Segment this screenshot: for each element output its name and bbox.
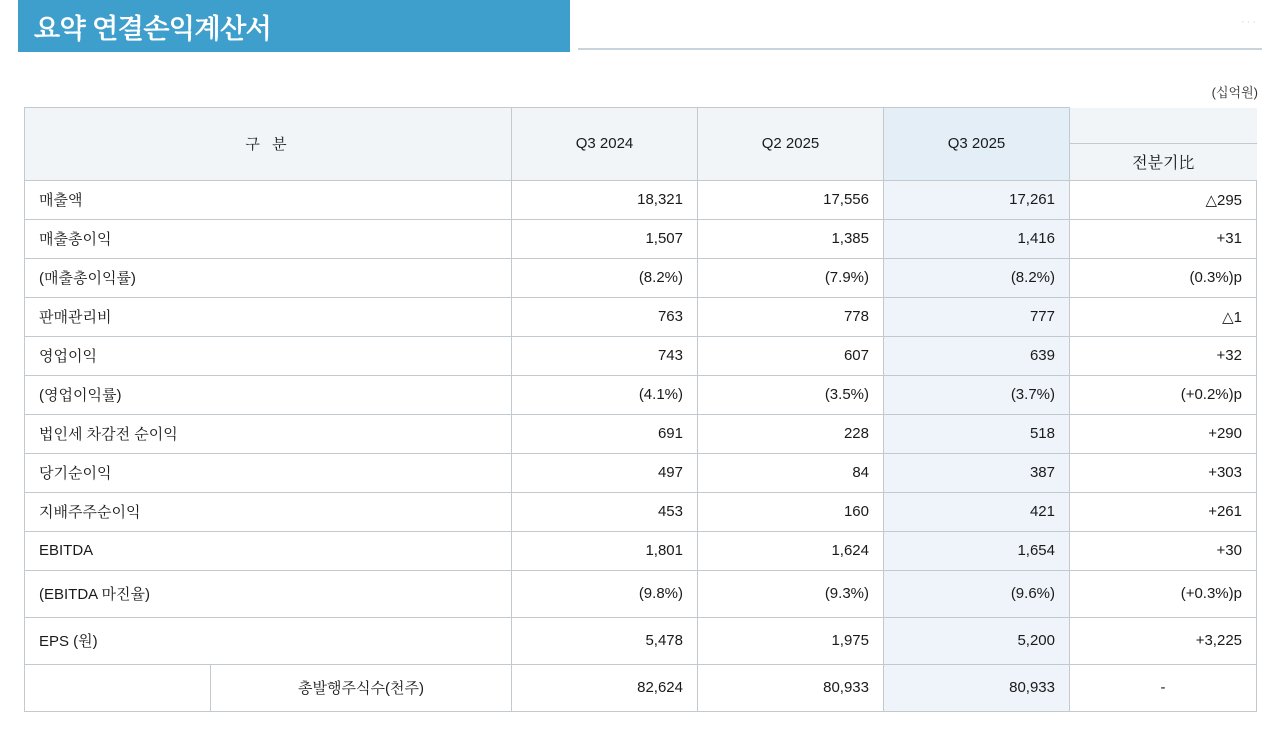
table-row [25, 258, 1257, 297]
table-row [25, 180, 1257, 219]
cell-q2-2025: 80,933 [698, 664, 884, 711]
table-body [25, 180, 1257, 711]
row-label-shares: 총발행주식수(천주) [298, 680, 424, 697]
cell-q3-2025: (9.6%) [884, 570, 1070, 617]
page-title-bar [18, 0, 570, 52]
row-label: 당기순이익 [25, 453, 512, 492]
income-statement-table [24, 107, 1257, 712]
cell-q3-2024: (4.1%) [512, 375, 698, 414]
cell-qoq: +30 [1070, 531, 1257, 570]
cell-q3-2024: 82,624 [512, 664, 698, 711]
column-header-q3-2024: Q3 2024 [512, 108, 698, 181]
cell-q2-2025: 607 [698, 336, 884, 375]
column-header-qoq: 전분기比 [1070, 144, 1257, 180]
cell-q3-2025: 1,416 [884, 219, 1070, 258]
column-header-qoq-spacer [1070, 108, 1257, 144]
cell-q3-2025: 1,654 [884, 531, 1070, 570]
column-header-qoq-stack [1070, 108, 1257, 181]
cell-q3-2024: (8.2%) [512, 258, 698, 297]
cell-q2-2025: 1,624 [698, 531, 884, 570]
cell-qoq: △1 [1070, 297, 1257, 336]
cell-q3-2025: 518 [884, 414, 1070, 453]
cell-qoq: (+0.2%)p [1070, 375, 1257, 414]
row-label-shares-inner [25, 665, 511, 711]
row-label-eps: EPS (원) [25, 617, 512, 664]
cell-q3-2024: 743 [512, 336, 698, 375]
column-header-q3-2025: Q3 2025 [884, 108, 1070, 181]
cell-q3-2024: 1,507 [512, 219, 698, 258]
cell-q2-2025: 778 [698, 297, 884, 336]
cell-q3-2025: 17,261 [884, 180, 1070, 219]
table-row [25, 375, 1257, 414]
cell-q3-2024: 453 [512, 492, 698, 531]
column-header-q2-2025: Q2 2025 [698, 108, 884, 181]
cell-q2-2025: (9.3%) [698, 570, 884, 617]
cell-q2-2025: 1,975 [698, 617, 884, 664]
cell-q3-2025: 639 [884, 336, 1070, 375]
cell-q3-2024: 18,321 [512, 180, 698, 219]
cell-qoq: +3,225 [1070, 617, 1257, 664]
cell-q2-2025: (3.5%) [698, 375, 884, 414]
cell-qoq: +32 [1070, 336, 1257, 375]
cell-q3-2024: 497 [512, 453, 698, 492]
row-label: (매출총이익률) [25, 258, 512, 297]
row-label: EBITDA [25, 531, 512, 570]
cell-qoq: (+0.3%)p [1070, 570, 1257, 617]
table-row [25, 219, 1257, 258]
cell-q3-2025: 5,200 [884, 617, 1070, 664]
table-row-shares [25, 664, 1257, 711]
page-title: 요약 연결손익계산서 [34, 13, 272, 44]
title-divider [578, 48, 1262, 50]
cell-q3-2025: 387 [884, 453, 1070, 492]
cell-q2-2025: 228 [698, 414, 884, 453]
cell-qoq: +31 [1070, 219, 1257, 258]
cell-q3-2024: 691 [512, 414, 698, 453]
table-row [25, 414, 1257, 453]
row-label: 매출총이익 [25, 219, 512, 258]
unit-note: (십억원) [1211, 85, 1258, 100]
row-label-shares-cell [25, 664, 512, 711]
row-label: (영업이익률) [25, 375, 512, 414]
cell-q3-2024: 5,478 [512, 617, 698, 664]
cell-q3-2024: 763 [512, 297, 698, 336]
cell-qoq: △295 [1070, 180, 1257, 219]
row-label: 판매관리비 [25, 297, 512, 336]
income-statement-table-wrapper [24, 107, 1256, 712]
row-label: 영업이익 [25, 336, 512, 375]
cell-q3-2025: 421 [884, 492, 1070, 531]
cell-qoq: +261 [1070, 492, 1257, 531]
cell-qoq: +290 [1070, 414, 1257, 453]
cell-qoq: (0.3%)p [1070, 258, 1257, 297]
cell-qoq: - [1070, 664, 1257, 711]
cell-q2-2025: (7.9%) [698, 258, 884, 297]
row-label: 매출액 [25, 180, 512, 219]
cell-qoq: +303 [1070, 453, 1257, 492]
column-header-label: 구 분 [25, 108, 512, 181]
row-label: 법인세 차감전 순이익 [25, 414, 512, 453]
cell-q2-2025: 17,556 [698, 180, 884, 219]
row-label-shares-spacer [25, 665, 211, 711]
cell-q2-2025: 160 [698, 492, 884, 531]
cell-q2-2025: 1,385 [698, 219, 884, 258]
cell-q3-2024: (9.8%) [512, 570, 698, 617]
cell-q3-2024: 1,801 [512, 531, 698, 570]
table-row [25, 492, 1257, 531]
cell-q3-2025: (3.7%) [884, 375, 1070, 414]
table-row [25, 297, 1257, 336]
row-label: 지배주주순이익 [25, 492, 512, 531]
row-label: (EBITDA 마진율) [25, 570, 512, 617]
cell-q3-2025: 80,933 [884, 664, 1070, 711]
cell-q3-2025: (8.2%) [884, 258, 1070, 297]
table-header-row [25, 108, 1257, 181]
cell-q3-2025: 777 [884, 297, 1070, 336]
cell-q2-2025: 84 [698, 453, 884, 492]
table-row [25, 531, 1257, 570]
corner-dots-decoration: ··· [1241, 16, 1258, 28]
table-row [25, 336, 1257, 375]
table-row [25, 570, 1257, 617]
table-row [25, 453, 1257, 492]
table-row-eps [25, 617, 1257, 664]
